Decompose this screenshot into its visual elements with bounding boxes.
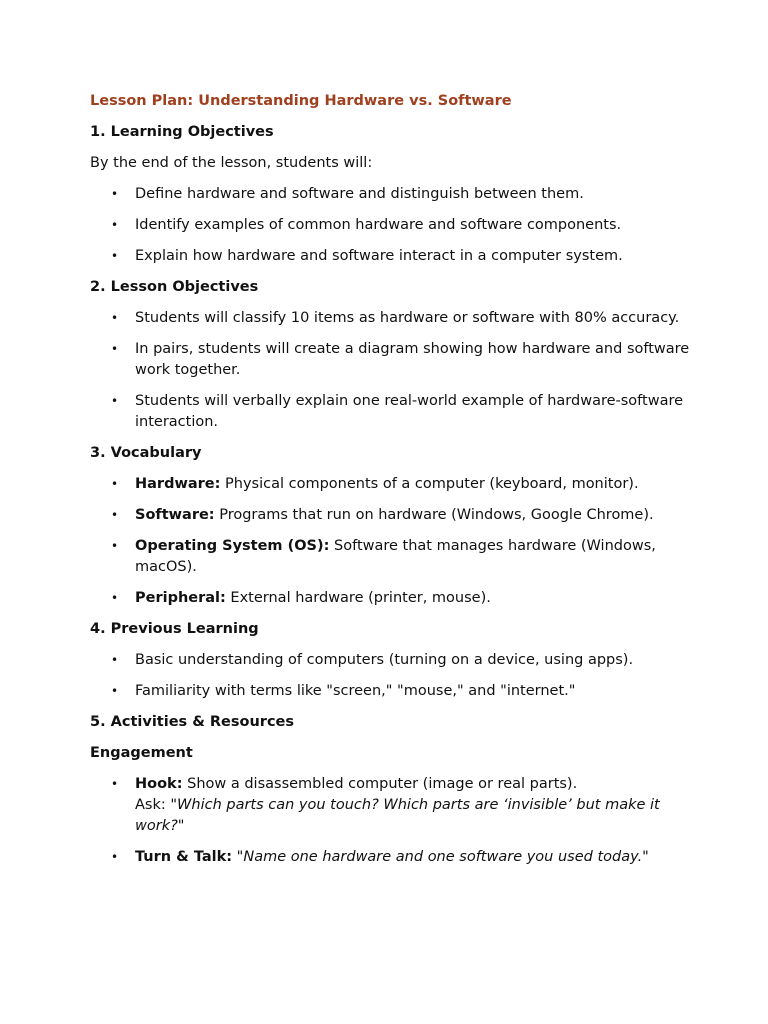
list-item (90, 215, 690, 236)
vocab-item (90, 536, 690, 578)
hook-ask-question: Which parts can you touch? Which parts are ‘invisible’ but make it work? (135, 797, 660, 834)
bullet-icon: • (111, 653, 119, 667)
turn-and-talk-prefix: " (232, 849, 244, 865)
hook-term: Hook: (135, 776, 183, 792)
vocab-term: Operating System (OS): (135, 538, 330, 554)
learning-objectives-intro: By the end of the lesson, students will: (90, 155, 373, 171)
vocab-definition: Software that manages hardware (Windows, macOS). (135, 538, 656, 575)
list-item (90, 339, 690, 381)
vocabulary-list (90, 474, 690, 609)
vocab-definition: Programs that run on hardware (Windows, Google Chrome). (214, 507, 654, 523)
turn-and-talk-prompt: Name one hardware and one software you used today. (243, 849, 643, 865)
bullet-icon: • (111, 591, 119, 605)
list-item-text: Students will classify 10 items as hardware or software with 80% accuracy. (135, 310, 680, 326)
turn-and-talk-term: Turn & Talk: (135, 849, 233, 865)
list-item (90, 681, 690, 702)
bullet-icon: • (111, 539, 119, 553)
lesson-objectives-list (90, 308, 690, 433)
bullet-icon: • (111, 311, 119, 325)
vocab-term: Software: (135, 507, 215, 523)
document-page (90, 91, 690, 878)
page-title: Lesson Plan: Understanding Hardware vs. Software (90, 93, 512, 109)
bullet-icon: • (111, 508, 119, 522)
vocab-term: Peripheral: (135, 590, 226, 606)
vocab-item (90, 505, 690, 526)
list-item (90, 246, 690, 267)
section-heading-learning-objectives: 1. Learning Objectives (90, 124, 274, 140)
list-item-text: Students will verbally explain one real-world example of hardware-software interaction. (135, 393, 684, 430)
section-heading-previous-learning: 4. Previous Learning (90, 621, 259, 637)
learning-objectives-list (90, 184, 690, 267)
bullet-icon: • (111, 187, 119, 201)
bullet-icon: • (111, 342, 119, 356)
bullet-icon: • (111, 777, 119, 791)
list-item-text: Familiarity with terms like "screen," "mouse," and "internet." (135, 683, 576, 699)
list-item-text: Explain how hardware and software interact in a computer system. (135, 248, 623, 264)
bullet-icon: • (111, 249, 119, 263)
section-heading-vocabulary: 3. Vocabulary (90, 445, 202, 461)
turn-and-talk-item (90, 847, 690, 868)
list-item (90, 391, 690, 433)
hook-ask-prefix: Ask: " (135, 797, 178, 813)
list-item-text: Basic understanding of computers (turning on a device, using apps). (135, 652, 634, 668)
turn-and-talk-suffix: " (642, 849, 649, 865)
bullet-icon: • (111, 850, 119, 864)
hook-text: Show a disassembled computer (image or real parts). (182, 776, 578, 792)
previous-learning-list (90, 650, 690, 702)
hook-item (90, 774, 690, 837)
list-item-text: Define hardware and software and distinguish between them. (135, 186, 584, 202)
vocab-item (90, 474, 690, 495)
bullet-icon: • (111, 477, 119, 491)
list-item-text: In pairs, students will create a diagram showing how hardware and software work together. (135, 341, 690, 378)
engagement-list (90, 774, 690, 868)
bullet-icon: • (111, 684, 119, 698)
section-heading-activities-resources: 5. Activities & Resources (90, 714, 295, 730)
subheading-engagement: Engagement (90, 745, 193, 761)
list-item (90, 308, 690, 329)
vocab-definition: External hardware (printer, mouse). (225, 590, 491, 606)
list-item-text: Identify examples of common hardware and software components. (135, 217, 622, 233)
vocab-definition: Physical components of a computer (keyboard, monitor). (220, 476, 639, 492)
list-item (90, 184, 690, 205)
vocab-term: Hardware: (135, 476, 221, 492)
hook-ask-suffix: " (177, 818, 185, 834)
list-item (90, 650, 690, 671)
vocab-item (90, 588, 690, 609)
bullet-icon: • (111, 394, 119, 408)
bullet-icon: • (111, 218, 119, 232)
section-heading-lesson-objectives: 2. Lesson Objectives (90, 279, 259, 295)
